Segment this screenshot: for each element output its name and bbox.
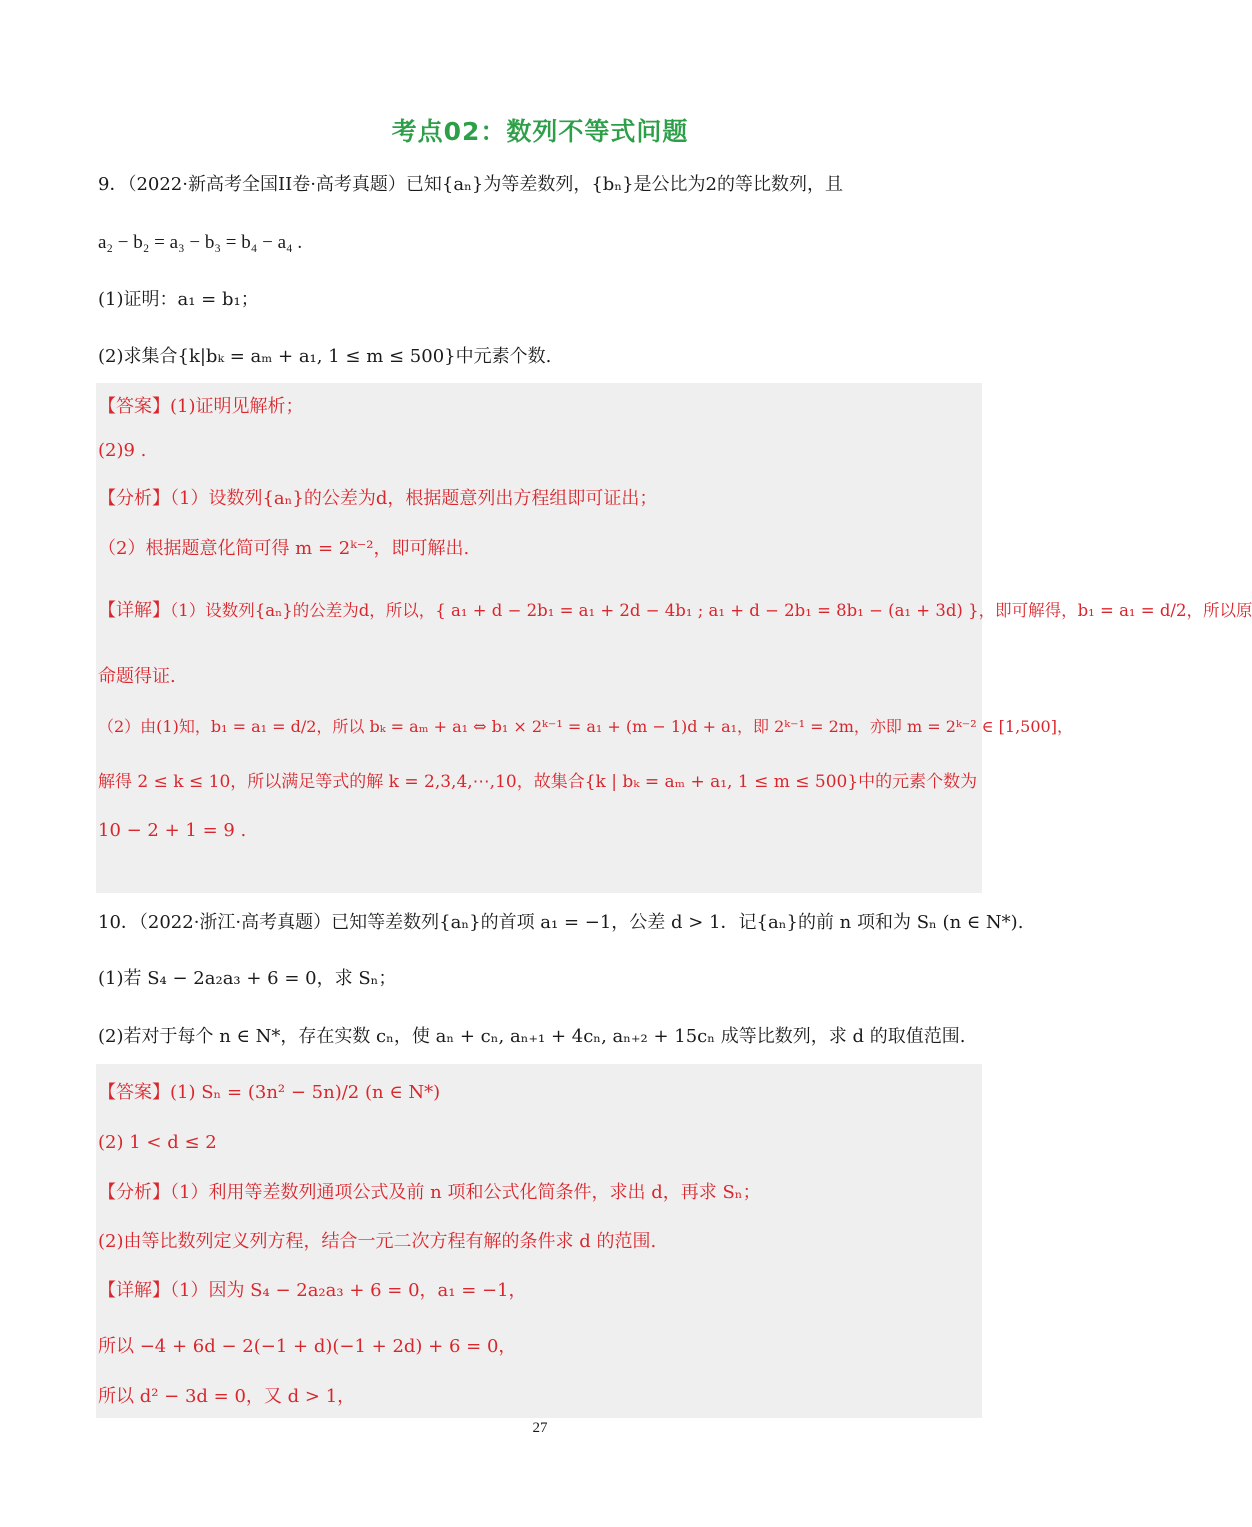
q10-detail-1 bbox=[98, 1278, 527, 1304]
analysis-text: （1）设数列{aₙ}的公差为d，根据题意列出方程组即可证出； bbox=[170, 488, 658, 509]
q10-analysis-1 bbox=[98, 1180, 761, 1206]
q9-condition: a₂ − b₂ = a₃ − b₃ = b₄ − a₄ . bbox=[98, 232, 303, 253]
q9-detail-1 bbox=[98, 598, 1252, 624]
q10-detail-3: 所以 d² − 3d = 0，又 d > 1， bbox=[98, 1386, 356, 1407]
q9-detail-2: （2）由(1)知，b₁ = a₁ = d/2，所以 bₖ = aₘ + a₁ ⇔ b₁ × 2ᵏ⁻¹ = a₁ + (m − 1)d + a₁，即 2ᵏ⁻¹ = 2m，亦即 m = 2ᵏ⁻² ∈ [1,500]， bbox=[98, 717, 1073, 736]
q9-detail-4: 10 − 2 + 1 = 9 . bbox=[98, 820, 247, 841]
page-title: 考点02：数列不等式问题 bbox=[391, 117, 689, 146]
q9-analysis-1 bbox=[98, 486, 657, 512]
analysis-text: （1）利用等差数列通项公式及前 n 项和公式化简条件，求出 d，再求 Sₙ； bbox=[170, 1182, 761, 1203]
q10-part1: (1)若 S₄ − 2a₂a₃ + 6 = 0，求 Sₙ； bbox=[98, 968, 397, 989]
q9-part2: (2)求集合{k|bₖ = aₘ + a₁, 1 ≤ m ≤ 500}中元素个数. bbox=[98, 346, 552, 367]
analysis-label: 【分析】 bbox=[98, 488, 170, 509]
q10-analysis-2: (2)由等比数列定义列方程，结合一元二次方程有解的条件求 d 的范围. bbox=[98, 1231, 657, 1252]
q9-solution-box bbox=[96, 383, 982, 893]
answer-part1: (1)证明见解析； bbox=[170, 396, 304, 417]
detail-text: （1）因为 S₄ − 2a₂a₃ + 6 = 0，a₁ = −1， bbox=[170, 1280, 527, 1301]
detail-label: 【详解】 bbox=[98, 600, 170, 621]
q9-answer-part2: (2)9 . bbox=[98, 440, 147, 461]
q9-stem: 9．（2022·新高考全国II卷·高考真题）已知{aₙ}为等差数列，{bₙ}是公比为2的等比数列，且 bbox=[98, 174, 844, 195]
q10-part2: (2)若对于每个 n ∈ N*，存在实数 cₙ，使 aₙ + cₙ, aₙ₊₁ + 4cₙ, aₙ₊₂ + 15cₙ 成等比数列，求 d 的取值范围. bbox=[98, 1026, 966, 1047]
answer-part1: (1) Sₙ = (3n² − 5n)/2 (n ∈ N*) bbox=[170, 1082, 441, 1103]
detail-label: 【详解】 bbox=[98, 1280, 170, 1301]
page-number: 27 bbox=[532, 1420, 548, 1436]
q9-analysis-2: （2）根据题意化简可得 m = 2ᵏ⁻²，即可解出. bbox=[98, 538, 470, 559]
q10-detail-2: 所以 −4 + 6d − 2(−1 + d)(−1 + 2d) + 6 = 0， bbox=[98, 1336, 517, 1357]
answer-label: 【答案】 bbox=[98, 396, 170, 417]
q9-detail-1b: 命题得证. bbox=[98, 666, 176, 687]
analysis-label: 【分析】 bbox=[98, 1182, 170, 1203]
q10-stem: 10．（2022·浙江·高考真题）已知等差数列{aₙ}的首项 a₁ = −1，公差 d > 1．记{aₙ}的前 n 项和为 Sₙ (n ∈ N*). bbox=[98, 912, 1024, 933]
q9-detail-3: 解得 2 ≤ k ≤ 10，所以满足等式的解 k = 2,3,4,⋯,10，故集合{k | bₖ = aₘ + a₁, 1 ≤ m ≤ 500}中的元素个数为 bbox=[98, 772, 978, 792]
q9-answer bbox=[98, 394, 304, 420]
q10-answer bbox=[98, 1080, 440, 1106]
answer-label: 【答案】 bbox=[98, 1082, 170, 1103]
q9-part1: (1)证明：a₁ = b₁； bbox=[98, 289, 259, 310]
q10-answer-part2: (2) 1 < d ≤ 2 bbox=[98, 1132, 217, 1153]
detail-text: （1）设数列{aₙ}的公差为d，所以，{ a₁ + d − 2b₁ = a₁ + 2d − 4b₁ ; a₁ + d − 2b₁ = 8b₁ − (a₁ + 3d) }，即可解得，b₁ = a₁ = d/2，所以原 bbox=[170, 601, 1252, 620]
